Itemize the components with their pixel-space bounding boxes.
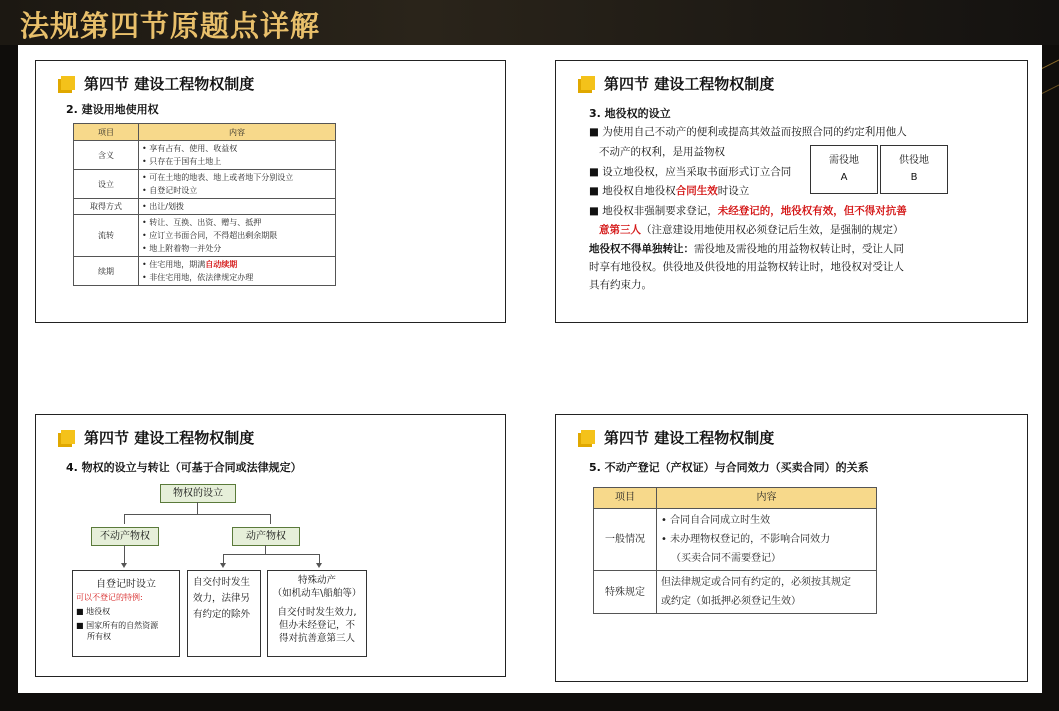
emphasis-text: 自动续期 <box>205 260 238 269</box>
row-text: • 非住宅用地，依法律规定办理 <box>142 273 254 282</box>
arrow-down-icon <box>121 563 127 568</box>
table-header-content: 内容 <box>657 488 877 509</box>
bullet-line: 意第三人（注意建设用地使用权必须登记后生效，是强制的规定） <box>599 224 904 236</box>
connector-line <box>124 514 125 524</box>
row-key: 续期 <box>74 257 139 286</box>
bullet-line: ■ 设立地役权，应当采取书面形式订立合同 <box>589 166 792 178</box>
bullet-square-icon <box>61 430 75 444</box>
bullet-line: 不动产的权利，是用益物权 <box>599 146 725 158</box>
slide-title: 第四节 建设工程物权制度 <box>84 429 255 447</box>
table-header-content: 内容 <box>139 124 336 141</box>
delivery-box: 自交付时发生 效力，法律另 有约定的除外 <box>187 570 261 657</box>
arrow-down-icon <box>220 563 226 568</box>
slide-subtitle: 3. 地役权的设立 <box>589 107 671 120</box>
registration-contract-table <box>593 487 877 614</box>
row-text: • 出让/划拨 <box>142 202 184 211</box>
row-text: • 自登记时设立 <box>142 186 198 195</box>
slide-property-right-flow <box>35 414 506 677</box>
table-row <box>74 257 336 286</box>
connector-line <box>270 514 271 524</box>
slide-subtitle: 2. 建设用地使用权 <box>66 103 159 116</box>
flow-root-node: 物权的设立 <box>160 484 236 503</box>
flow-node-immovable: 不动产物权 <box>91 527 159 546</box>
bullet-square-icon <box>581 430 595 444</box>
row-text: 但法律规定或合同有约定的，必须按其规定 <box>661 577 851 588</box>
slide-subtitle: 5. 不动产登记（产权证）与合同效力（买卖合同）的关系 <box>589 461 869 474</box>
arrow-down-icon <box>316 563 322 568</box>
row-text: • 合同自合同成立时生效 <box>661 515 771 526</box>
slide-sheet <box>18 45 1042 693</box>
row-text: • 住宅用地，期满 <box>142 260 206 269</box>
row-key: 设立 <box>74 170 139 199</box>
row-key: 一般情况 <box>594 509 657 571</box>
bullet-line: ■ 为使用自己不动产的便利或提高其效益而按照合同的约定利用他人 <box>589 126 907 138</box>
table-row <box>594 571 877 614</box>
slide-subtitle: 4. 物权的设立与转让（可基于合同或法律规定） <box>66 461 302 474</box>
row-key: 特殊规定 <box>594 571 657 614</box>
paragraph-line: 地役权不得单独转让：需役地及需役地的用益物权转让时，受让人同 <box>589 243 904 255</box>
table-row <box>74 170 336 199</box>
row-text: • 可在土地的地表、地上或者地下分别设立 <box>142 173 294 182</box>
row-text: • 未办理物权登记的，不影响合同效力 <box>661 534 831 545</box>
row-text: • 应订立书面合同，不得超出剩余期限 <box>142 231 278 240</box>
table-header-item: 项目 <box>594 488 657 509</box>
table-row <box>74 199 336 215</box>
row-text: • 地上附着物一并处分 <box>142 244 222 253</box>
table-row <box>74 215 336 257</box>
slide-title: 第四节 建设工程物权制度 <box>84 75 255 93</box>
row-text: • 享有占有、使用、收益权 <box>142 144 238 153</box>
special-movable-box: 特殊动产 （如机动车\船舶等） 自交付时发生效力, 但办未经登记，不 得对抗善意第三人 <box>267 570 367 657</box>
table-row <box>74 141 336 170</box>
row-text: （买卖合同不需要登记） <box>671 553 781 564</box>
slide-easement <box>555 60 1028 323</box>
bullet-square-icon <box>581 76 595 90</box>
connector-line <box>124 514 270 515</box>
row-text: • 转让、互换、出资、赠与、抵押 <box>142 218 262 227</box>
registration-box: 自登记时设立 可以不登记的特例: ■ 地役权 ■ 国家所有的自然资源 所有权 <box>72 570 180 657</box>
slide-registration-contract <box>555 414 1028 682</box>
table-row <box>594 509 877 571</box>
land-use-table <box>73 123 336 286</box>
row-key: 取得方式 <box>74 199 139 215</box>
row-key: 含义 <box>74 141 139 170</box>
connector-line <box>223 554 319 555</box>
slide-title: 第四节 建设工程物权制度 <box>604 429 775 447</box>
dominant-land-box: 需役地 A <box>810 145 878 194</box>
bullet-line: ■ 地役权非强制要求登记，未经登记的，地役权有效，但不得对抗善 <box>589 205 907 217</box>
row-text: 或约定（如抵押必须登记生效） <box>661 596 801 607</box>
paragraph-line: 时享有地役权。供役地及供役地的用益物权转让时，地役权对受让人 <box>589 261 904 273</box>
paragraph-line: 具有约束力。 <box>589 279 652 291</box>
servient-land-box: 供役地 B <box>880 145 948 194</box>
flow-node-movable: 动产物权 <box>232 527 300 546</box>
connector-line <box>197 502 198 514</box>
connector-line <box>124 545 125 564</box>
bullet-square-icon <box>61 76 75 90</box>
row-key: 流转 <box>74 215 139 257</box>
connector-line <box>265 545 266 554</box>
table-header-item: 项目 <box>74 124 139 141</box>
bullet-line: ■ 地役权自地役权合同生效时设立 <box>589 185 750 197</box>
slide-title: 第四节 建设工程物权制度 <box>604 75 775 93</box>
row-text: • 只存在于国有土地上 <box>142 157 222 166</box>
page-title: 法规第四节原题点详解 <box>20 9 321 43</box>
slide-land-use-right <box>35 60 506 323</box>
